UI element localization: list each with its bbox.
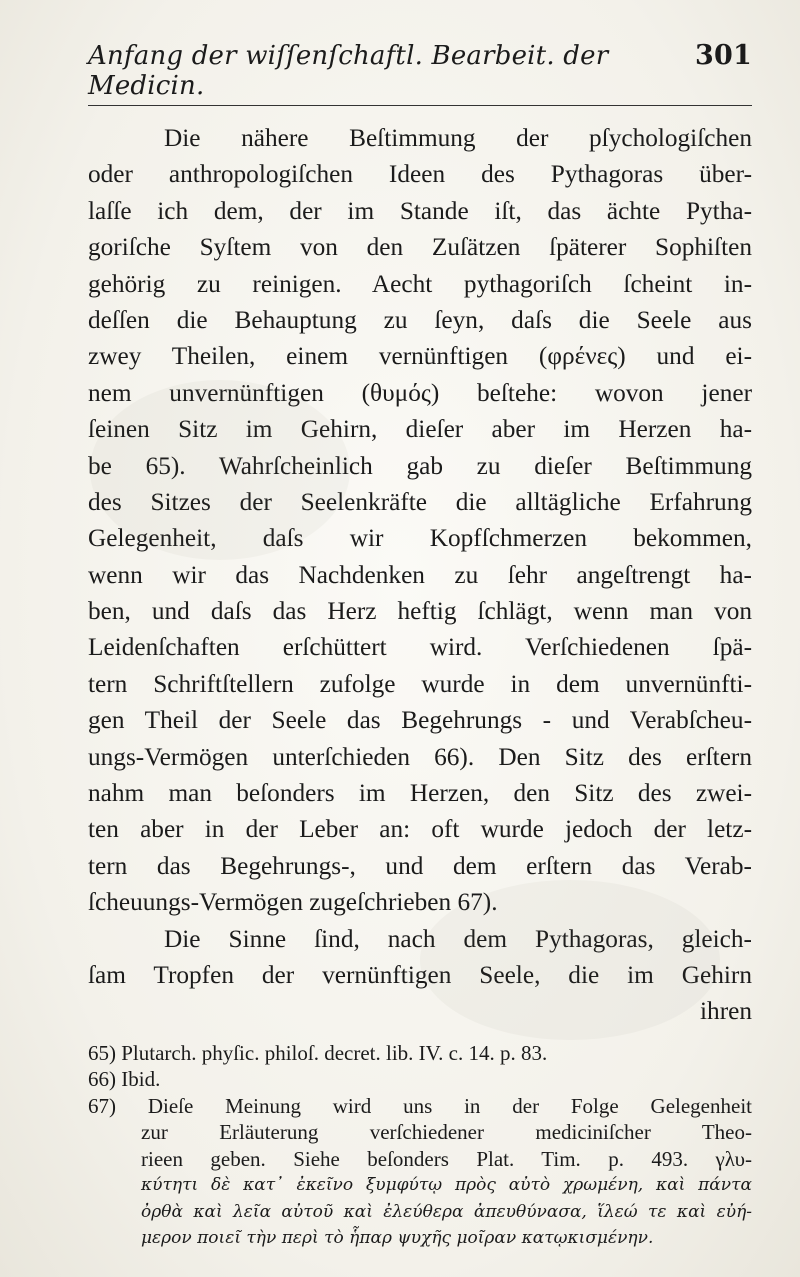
text-line: tern das Begehrungs-, und dem erſtern das Verab- <box>88 851 752 880</box>
text-line: laſſe ich dem, der im Stande iſt, das ächte Pytha- <box>88 196 752 225</box>
text-line: nem unvernünftigen (θυμός) beſtehe: wovon jener <box>88 378 752 407</box>
text-line: ſeinen Sitz im Gehirn, dieſer aber im Herzen ha- <box>88 415 752 444</box>
running-title: Anfang der wiſſenſchaftl. Bearbeit. der Medicin. <box>88 41 609 101</box>
footnote-greek-line: μερον ποιεῖ τὴν περὶ τὸ ἧπαρ ψυχῆς μοῖραν κατῳκισμένην. <box>141 1228 654 1249</box>
text-line: deſſen die Behauptung zu ſeyn, daſs die Seele aus <box>88 305 752 334</box>
footnote-67-line: zur Erläuterung verſchiedener mediciniſcher Theo- <box>141 1120 752 1145</box>
text-line: ungs-Vermögen unterſchieden 66). Den Sitz des erſtern <box>88 742 752 771</box>
text-line: wenn wir das Nachdenken zu ſehr angeſtrengt ha- <box>88 560 752 589</box>
catchword: ihren <box>700 997 752 1026</box>
footnotes <box>88 1040 752 1252</box>
text-line: gehörig zu reinigen. Aecht pythagoriſch ſcheint in- <box>88 269 752 298</box>
running-header <box>88 40 752 106</box>
footnote-65: 65) Plutarch. phyſic. philoſ. decret. lib. IV. c. 14. p. 83. <box>88 1040 548 1065</box>
text-line: zwey Theilen, einem vernünftigen (φρένες) und ei- <box>88 342 752 371</box>
text-line: Die Sinne ſind, nach dem Pythagoras, gleich- <box>164 924 752 953</box>
footnote-greek-line: κύτητι δὲ κατ᾽ ἐκεῖνο ξυμφύτῳ πρὸς αὐτὸ χρωμένη, καὶ πάντα <box>141 1175 752 1196</box>
text-line: tern Schriftſtellern zufolge wurde in dem unvernünfti- <box>88 669 752 698</box>
text-line: ſam Tropfen der vernünftigen Seele, die im Gehirn <box>88 960 752 989</box>
text-line: Leidenſchaften erſchüttert wird. Verſchiedenen ſpä- <box>88 633 752 662</box>
footnote-greek-line: ὀρθὰ καὶ λεῖα αὐτοῦ καὶ ἐλεύθερα ἀπευθύνασα, ἵλεώ τε καὶ εὐή- <box>141 1201 752 1222</box>
footnote-66: 66) Ibid. <box>88 1067 161 1092</box>
text-line: Gelegenheit, daſs wir Kopfſchmerzen bekommen, <box>88 524 752 553</box>
text-line: oder anthropologiſchen Ideen des Pythagoras über- <box>88 160 752 189</box>
footnote-67: 67) Dieſe Meinung wird uns in der Folge Gelegenheit <box>88 1093 752 1118</box>
text-line: ten aber in der Leber an: oft wurde jedoch der letz- <box>88 815 752 844</box>
footnote-67-line: rieen geben. Siehe beſonders Plat. Tim. p. 493. γλυ- <box>141 1146 752 1171</box>
text-line: des Sitzes der Seelenkräfte die alltägliche Erfahrung <box>88 487 752 516</box>
text-line: ben, und daſs das Herz heftig ſchlägt, wenn man von <box>88 597 752 626</box>
text-line: ſcheuungs-Vermögen zugeſchrieben 67). <box>88 888 498 917</box>
text-line: Die nähere Beſtimmung der pſychologiſchen <box>164 124 752 152</box>
main-text <box>88 120 752 1030</box>
text-line: gen Theil der Seele das Begehrungs - und Verabſcheu- <box>88 706 752 735</box>
text-line: nahm man beſonders im Herzen, den Sitz des zwei- <box>88 779 752 808</box>
page-number: 301 <box>695 40 752 71</box>
text-line: be 65). Wahrſcheinlich gab zu dieſer Beſtimmung <box>88 451 752 480</box>
text-line: goriſche Syſtem von den Zuſätzen ſpäterer Sophiſten <box>88 233 752 262</box>
